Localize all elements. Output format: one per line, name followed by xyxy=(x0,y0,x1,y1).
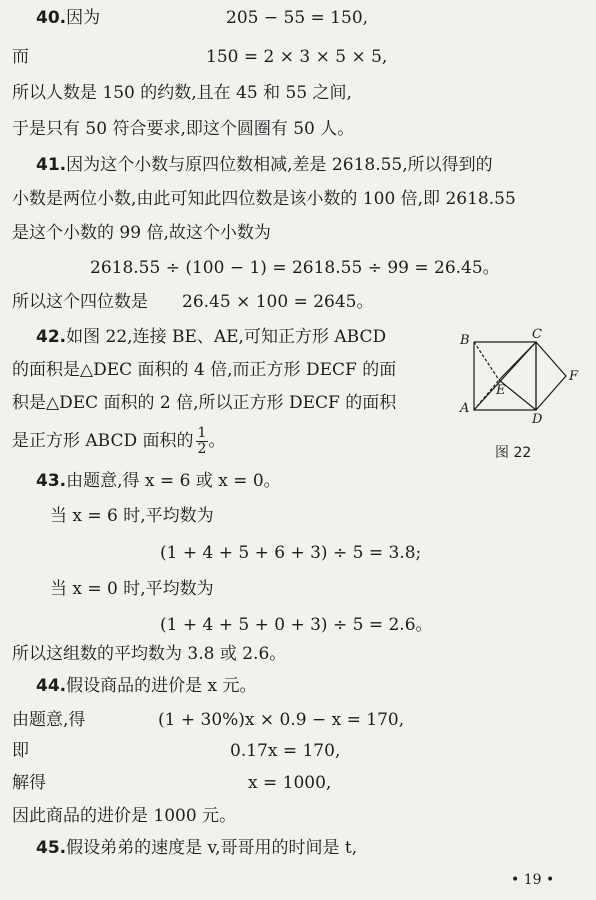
figure-caption: 图 22 xyxy=(495,445,532,461)
segment-be xyxy=(474,342,499,380)
problem-43-line-1 xyxy=(36,471,281,491)
text-line: 因此商品的进价是 1000 元。 xyxy=(12,806,237,826)
label-a: A xyxy=(460,401,470,416)
text: 因为 xyxy=(66,8,101,28)
problem-number: 41. xyxy=(36,155,67,175)
square-decf-edge xyxy=(536,342,566,410)
problem-45-line-1 xyxy=(36,838,357,858)
text-line: 所以这组数的平均数为 3.8 或 2.6。 xyxy=(12,644,287,664)
text-line: 是这个小数的 99 倍,故这个小数为 xyxy=(12,223,271,243)
equation: (1 + 4 + 5 + 0 + 3) ÷ 5 = 2.6。 xyxy=(160,615,433,635)
problem-42-line-4 xyxy=(12,426,225,457)
equation: x = 1000, xyxy=(248,773,332,793)
label-c: C xyxy=(532,328,542,342)
text: 而 xyxy=(12,47,29,67)
text: 即 xyxy=(12,741,29,761)
equation: (1 + 30%)x × 0.9 − x = 170, xyxy=(158,710,405,730)
text-line: 所以人数是 150 的约数,且在 45 和 55 之间, xyxy=(12,83,352,103)
label-b: B xyxy=(460,333,470,348)
problem-41-line-1 xyxy=(36,155,493,175)
fraction-numerator: 1 xyxy=(197,425,207,441)
text: 假设弟弟的速度是 v,哥哥用的时间是 t, xyxy=(66,838,358,858)
text: 由题意,得 xyxy=(12,710,86,730)
text: 。 xyxy=(208,431,226,451)
equation: 150 = 2 × 3 × 5 × 5, xyxy=(206,47,388,67)
text-line: 当 x = 0 时,平均数为 xyxy=(50,579,214,599)
problem-number: 43. xyxy=(36,471,67,491)
text: 因为这个小数与原四位数相减,差是 2618.55,所以得到的 xyxy=(66,155,493,175)
label-d: D xyxy=(532,412,543,427)
equation: 205 − 55 = 150, xyxy=(226,8,369,28)
text: 是正方形 ABCD 面积的 xyxy=(12,431,194,451)
fraction xyxy=(196,426,209,457)
equation: 2618.55 ÷ (100 − 1) = 2618.55 ÷ 99 = 26.45。 xyxy=(90,258,500,278)
equation: (1 + 4 + 5 + 6 + 3) ÷ 5 = 3.8; xyxy=(160,543,422,563)
text-line: 当 x = 6 时,平均数为 xyxy=(50,506,214,526)
page-number: • 19 • xyxy=(511,872,555,888)
text: 由题意,得 x = 6 或 x = 0。 xyxy=(66,471,281,491)
problem-42-line-1 xyxy=(36,327,386,347)
text-line: 的面积是△DEC 面积的 4 倍,而正方形 DECF 的面 xyxy=(12,360,397,380)
problem-number: 42. xyxy=(36,327,67,347)
equation: 0.17x = 170, xyxy=(230,741,341,761)
problem-number: 40. xyxy=(36,8,67,28)
segment-ec xyxy=(499,342,536,380)
label-e: E xyxy=(496,383,506,398)
text-line: 所以这个四位数是 26.45 × 100 = 2645。 xyxy=(12,292,374,312)
text: 解得 xyxy=(12,773,46,793)
label-f: F xyxy=(569,369,579,384)
text-line: 于是只有 50 符合要求,即这个圆圈有 50 人。 xyxy=(12,119,355,139)
problem-40-line-1 xyxy=(36,8,100,28)
text: 如图 22,连接 BE、AE,可知正方形 ABCD xyxy=(66,327,387,347)
problem-number: 44. xyxy=(36,676,67,696)
text-line: 小数是两位小数,由此可知此四位数是该小数的 100 倍,即 2618.55 xyxy=(12,189,516,209)
fraction-denominator: 2 xyxy=(197,441,207,457)
text-line: 积是△DEC 面积的 2 倍,所以正方形 DECF 的面积 xyxy=(12,393,397,413)
problem-number: 45. xyxy=(36,838,67,858)
text: 假设商品的进价是 x 元。 xyxy=(66,676,257,696)
problem-44-line-1 xyxy=(36,676,257,696)
